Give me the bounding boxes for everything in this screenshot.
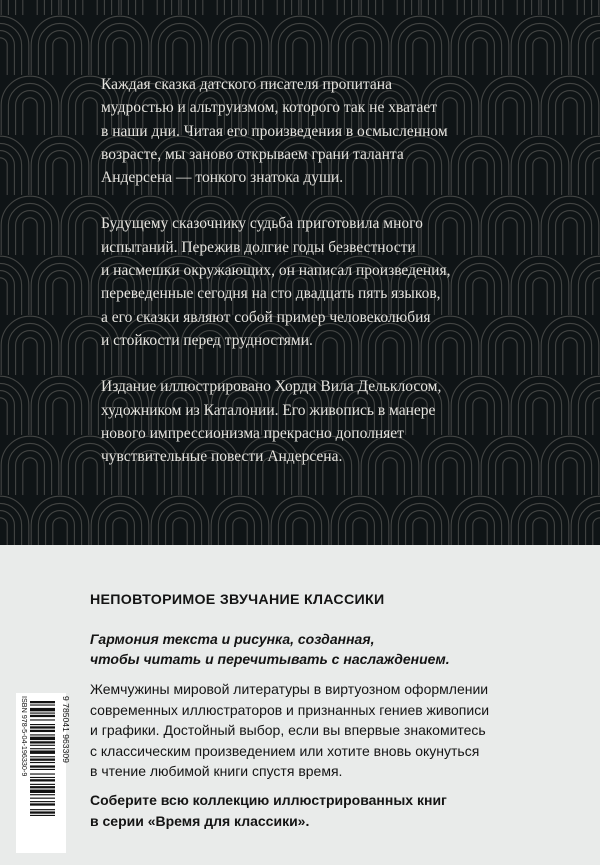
barcode-bar: [30, 803, 55, 805]
barcode-bar: [30, 765, 55, 767]
intro-paragraph-2: Будущему сказочнику судьба приготовила много испытаний. Пережив долгие годы безвестности и насмешки окружающих, он написал произведения, переведенные сегодня на сто двадцать пять языков, а его сказки являют собой пример человеколюбия и стойкости перед трудностями.: [101, 215, 451, 349]
intro-text-block: [101, 73, 561, 491]
barcode-bar: [30, 701, 55, 703]
barcode-bar: [30, 815, 55, 816]
barcode-bar: [30, 713, 55, 714]
barcode-bar: [30, 719, 55, 720]
intro-paragraph-1: Каждая сказка датского писателя пропитана мудростью и альтруизмом, которого так не хватает в наши дни. Читая его произведения в осмысленном возрасте, мы заново открываем грани таланта Андерсена — тонкого знатока души.: [101, 76, 448, 187]
series-description: Жемчужины мировой литературы в виртуозном оформлении современных иллюстраторов и признанных гениев живописи и графики. Достойный выбор, если вы впервые знакомитесь с классическим произведением или хотите вновь окунуться в чтение любимой книги спустя время.: [90, 681, 490, 779]
series-info-panel: [0, 545, 600, 865]
intro-paragraph-3: Издание иллюстрировано Хорди Вила Дельклосом, художником из Каталонии. Его живопись в манере нового импрессионизма прекрасно дополняет чувствительные повести Андерсена.: [101, 378, 442, 466]
barcode-bar: [30, 773, 55, 774]
barcode-bar: [30, 726, 55, 728]
barcode-bar: [30, 748, 55, 749]
barcode-bar: [30, 730, 55, 732]
isbn-barcode: [16, 693, 71, 853]
barcode-bar: [30, 794, 55, 795]
barcode-bar: [30, 734, 55, 735]
series-heading: НЕПОВТОРИМОЕ ЗВУЧАНИЕ КЛАССИКИ: [90, 592, 385, 608]
barcode-bar: [30, 704, 55, 705]
barcode-bar: [30, 750, 55, 753]
isbn-label: ISBN 978-5-04-196330-9: [20, 696, 29, 777]
barcode-bars: [30, 701, 55, 816]
barcode-bar: [30, 762, 55, 763]
barcode-bar: [30, 786, 55, 788]
barcode-bar: [30, 708, 55, 711]
series-tagline: Гармония текста и рисунка, созданная, чтобы читать и перечитывать с наслаждением.: [90, 631, 450, 667]
barcode-bar: [30, 784, 55, 785]
barcode-bar: [30, 715, 55, 717]
barcode-bar: [30, 790, 55, 793]
barcode-bar: [30, 779, 55, 781]
barcode-bar: [30, 809, 55, 810]
barcode-bar: [30, 777, 55, 778]
barcode-bar: [30, 759, 55, 761]
barcode-bar: [30, 724, 55, 725]
barcode-bar: [30, 741, 55, 743]
barcode-bar: [30, 756, 55, 757]
barcode-bar: [30, 745, 55, 746]
barcode-digits: 9 785041 963309: [61, 696, 71, 763]
barcode-bar: [30, 769, 55, 770]
barcode-bar: [30, 798, 55, 799]
barcode-bar: [30, 737, 55, 740]
barcode-bar: [30, 801, 55, 802]
barcode-bar: [30, 811, 55, 813]
collection-call-to-action: Соберите всю коллекцию иллюстрированных книг в серии «Время для классики».: [90, 792, 447, 829]
